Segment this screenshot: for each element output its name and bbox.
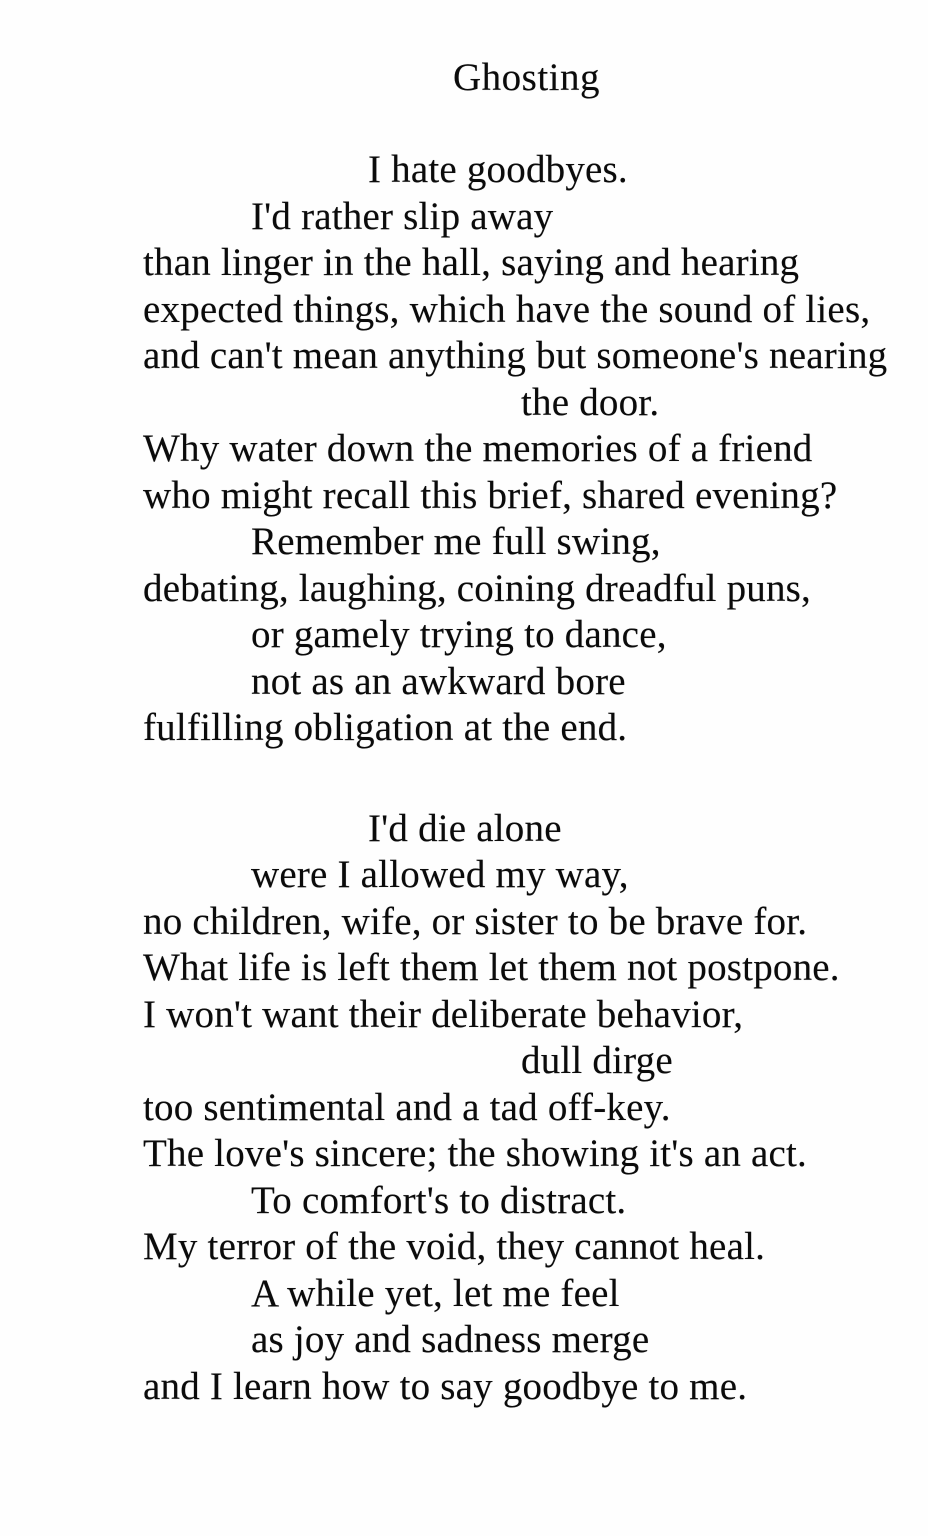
- poem-line: I'd rather slip away: [251, 194, 554, 238]
- poem-line: expected things, which have the sound of lies,: [143, 287, 871, 331]
- poem-line: Why water down the memories of a friend: [143, 427, 813, 470]
- poem-line: Remember me full swing,: [251, 520, 661, 563]
- poem-line: or gamely trying to dance,: [251, 613, 667, 656]
- poem-line: The love's sincere; the showing it's an act.: [143, 1132, 808, 1175]
- poem-line: too sentimental and a tad off-key.: [143, 1085, 671, 1129]
- poem-line: no children, wife, or sister to be brave for.: [143, 899, 808, 943]
- poem-line: I'd die alone: [368, 806, 562, 850]
- poem-line: I won't want their deliberate behavior,: [143, 992, 744, 1036]
- stanza: [0, 806, 928, 1411]
- poem-line: and can't mean anything but someone's nearing: [143, 334, 888, 377]
- poem-line: not as an awkward bore: [251, 659, 626, 703]
- poem-line: as joy and sadness merge: [251, 1318, 650, 1361]
- poem-line: who might recall this brief, shared evening?: [143, 473, 838, 517]
- poem-line: and I learn how to say goodbye to me.: [143, 1364, 748, 1408]
- poem-line: debating, laughing, coining dreadful puns,: [143, 566, 812, 610]
- poem-body: [0, 147, 928, 1410]
- poem-line: were I allowed my way,: [251, 853, 629, 896]
- poem-line: A while yet, let me feel: [251, 1271, 620, 1315]
- poem-line: I hate goodbyes.: [368, 148, 628, 191]
- poem-line: dull dirge: [521, 1039, 673, 1082]
- poem-line: To comfort's to distract.: [251, 1178, 627, 1222]
- poem-line: the door.: [521, 380, 660, 424]
- poem-title: Ghosting: [453, 56, 601, 99]
- poem-line: fulfilling obligation at the end.: [143, 706, 628, 749]
- poem-line: What life is left them let them not postpone.: [143, 946, 840, 989]
- poem-line: than linger in the hall, saying and hearing: [143, 241, 800, 284]
- poem-line: My terror of the void, they cannot heal.: [143, 1225, 766, 1268]
- stanza: [0, 147, 928, 752]
